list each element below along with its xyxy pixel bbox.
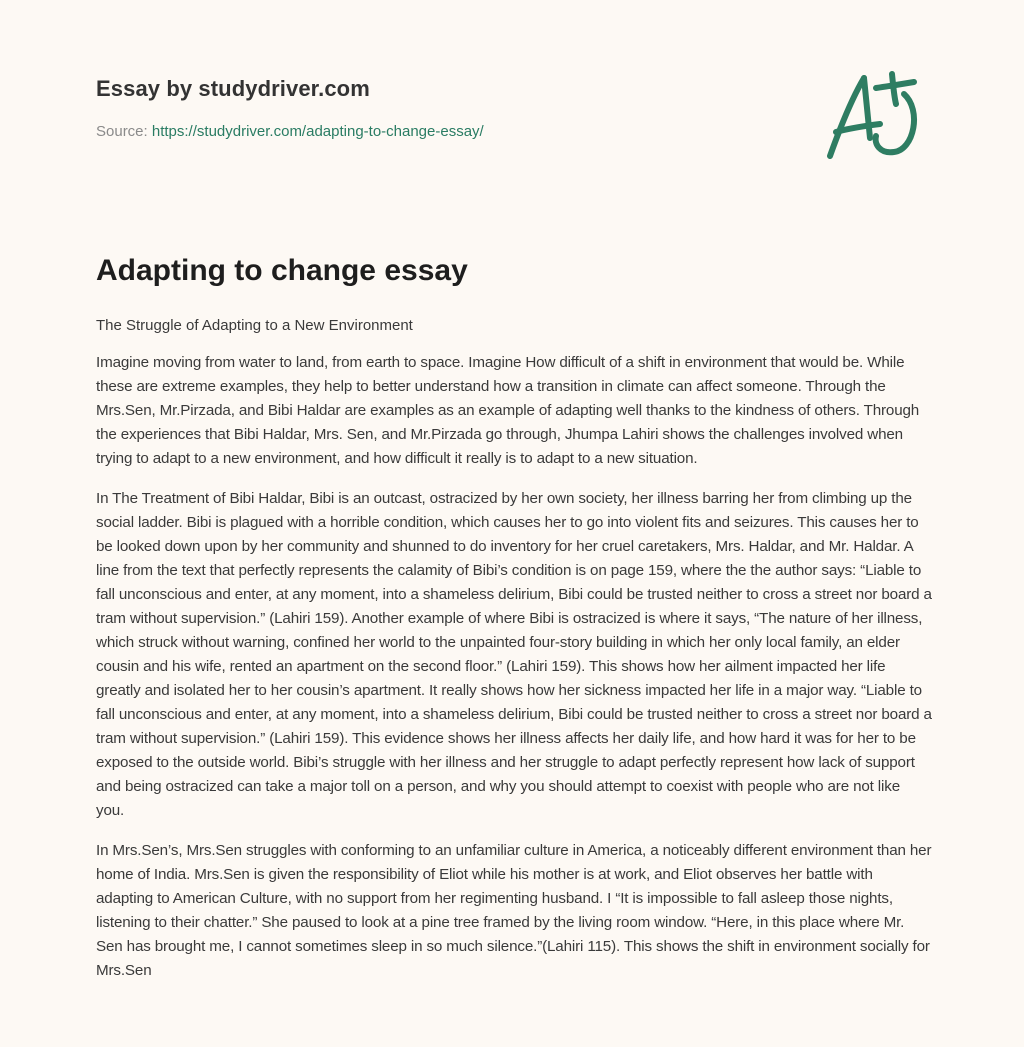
essay-paragraph: Imagine moving from water to land, from earth to space. Imagine How difficult of a shift in environment that would be. While these are extreme examples, they help to better understand how a transition in climate can affect someone. Through the Mrs.Sen, Mr.Pirzada, and Bibi Haldar are examples as an example of adapting well thanks to the kindness of others. Through the experiences that Bibi Haldar, Mrs. Sen, and Mr.Pirzada go through, Jhumpa Lahiri shows the challenges involved when trying to adapt to a new environment, and how difficult it really is to adapt to a new situation. [96, 354, 920, 467]
essay-paragraph: In The Treatment of Bibi Haldar, Bibi is an outcast, ostracized by her own society, her illness barring her from climbing up the social ladder. Bibi is plagued with a horrible condition, which causes her to go into violent fits and seizures. This causes her to be looked down upon by her community and shunned to do inventory for her cruel caretakers, Mrs. Haldar, and Mr. Haldar. A line from the text that perfectly represents the calamity of Bibi’s condition is on page 159, where the the author says: “Liable to fall unconscious and enter, at any moment, into a shameless delirium, Bibi could be trusted neither to cross a street nor board a tram without supervision.” (Lahiri 159). Another example of where Bibi is ostracized is where it says, “The nature of her illness, which struck without warning, confined her world to the unpainted four-story building in which her only local family, an elder cousin and his wife, rented an apartment on the second floor.” (Lahiri 159). This shows how her ailment impacted her life greatly and isolated her to her cousin’s apartment. It really shows how her sickness impacted her life in a major way. “Liable to fall unconscious and enter, at any moment, into a shameless delirium, Bibi could be trusted neither to cross a street nor board a tram without supervision.” (Lahiri 159). This evidence shows her illness affects her daily life, and how hard it was for her to be exposed to the outside world. Bibi’s struggle with her illness and her struggle to adapt perfectly represent how lack of support and being ostracized can take a major toll on a person, and why you should attempt to coexist with people who are not like you. [96, 490, 932, 819]
essay-paragraph: In Mrs.Sen’s, Mrs.Sen struggles with conforming to an unfamiliar culture in America, a noticeably different environment than her home of India. Mrs.Sen is given the responsibility of Eliot while his mother is at work, and Eliot observes her battle with adapting to American Culture, with no support from her regimenting husband. I “It is impossible to fall asleep those nights, listening to their chatter.” She paused to look at a pine tree framed by the living room window. “Here, in this place where Mr. Sen has brought me, I cannot sometimes sleep in so much silence.”(Lahiri 115). This shows the shift in environment socially for Mrs.Sen [96, 842, 932, 979]
source-link[interactable]: https://studydriver.com/adapting-to-change-essay/ [151, 123, 484, 140]
source-label: Source: [96, 123, 148, 140]
essay-title: Adapting to change essay [96, 254, 468, 287]
site-header-title: Essay by studydriver.com [96, 76, 370, 101]
essay-body [96, 351, 932, 999]
essay-subtitle: The Struggle of Adapting to a New Environment [96, 317, 413, 334]
source-line [96, 123, 484, 140]
a-plus-grade-icon [818, 66, 928, 166]
